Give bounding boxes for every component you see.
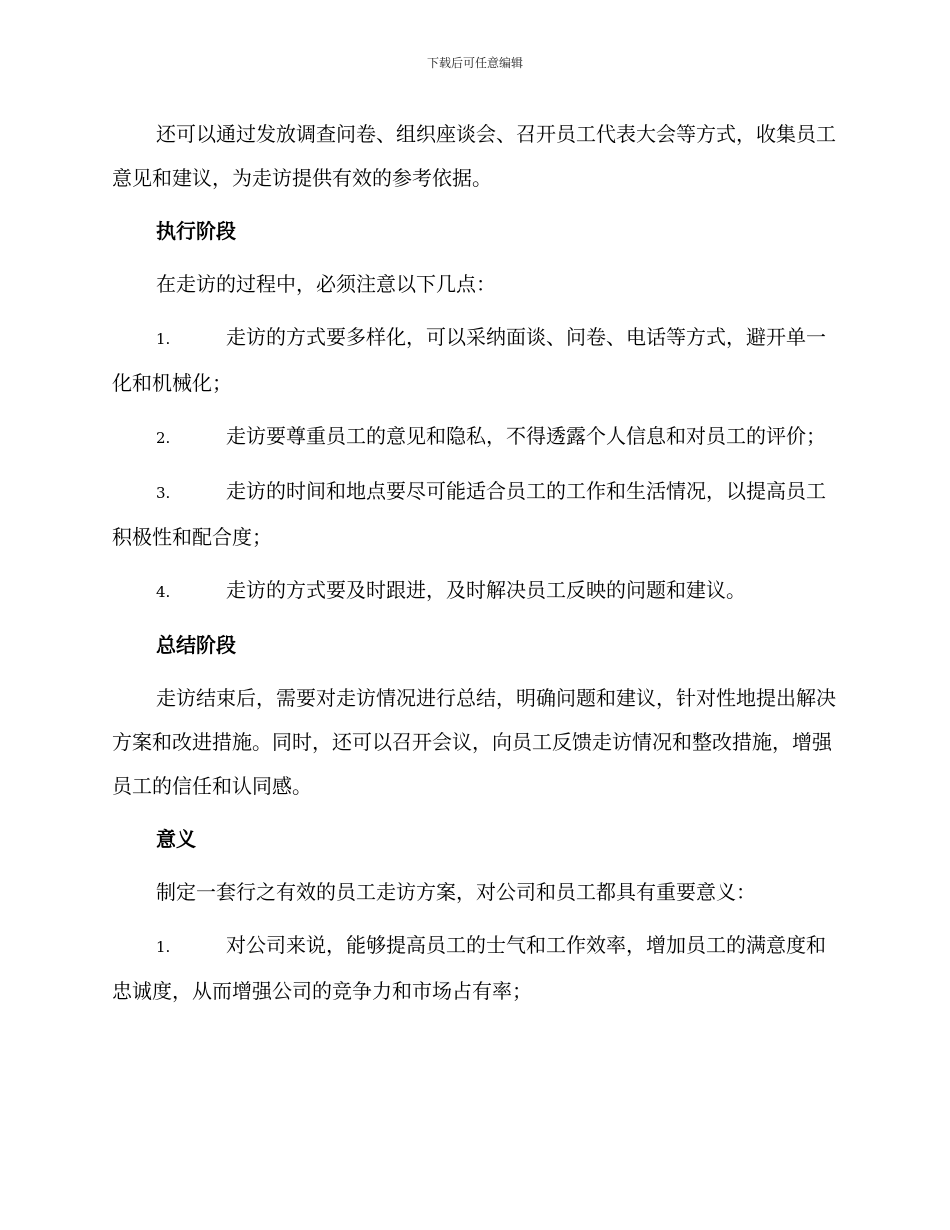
list-item: [112, 568, 838, 614]
list-item-number: 1.: [156, 330, 171, 348]
list-item-text: 走访的方式要多样化，可以采纳面谈、问卷、电话等方式，避开单一化和机械化；: [112, 325, 826, 395]
list-item-number: 3.: [156, 484, 171, 502]
paragraph-meaning-intro: 制定一套行之有效的员工走访方案，对公司和员工都具有重要意义：: [156, 880, 756, 904]
list-item-number: 1.: [156, 938, 171, 956]
list-item: [112, 923, 838, 1013]
paragraph-execute-intro: 在走访的过程中，必须注意以下几点：: [156, 272, 496, 296]
paragraph-survey: 还可以通过发放调查问卷、组织座谈会、召开员工代表大会等方式，收集员工意见和建议，为走访提供有效的参考依据。: [112, 122, 836, 190]
paragraph-summary: 走访结束后，需要对走访情况进行总结，明确问题和建议，针对性地提出解决方案和改进措施。同时，还可以召开会议，向员工反馈走访情况和整改措施，增强员工的信任和认同感。: [112, 686, 836, 798]
list-item: [112, 414, 838, 460]
list-item: [112, 315, 838, 405]
list-item-number: 2.: [156, 429, 171, 447]
heading-execute-phase: 执行阶段: [156, 219, 236, 243]
heading-summary-phase: 总结阶段: [156, 633, 236, 657]
document-body: [112, 112, 838, 1022]
heading-meaning: 意义: [156, 827, 196, 851]
list-item: [112, 469, 838, 559]
list-item-text: 走访的时间和地点要尽可能适合员工的工作和生活情况，以提高员工积极性和配合度；: [112, 479, 826, 549]
list-item-number: 4.: [156, 583, 171, 601]
page-header: 下载后可任意编辑: [426, 56, 523, 70]
list-item-text: 对公司来说，能够提高员工的士气和工作效率，增加员工的满意度和忠诚度，从而增强公司的竞争力和市场占有率；: [112, 933, 826, 1003]
list-item-text: 走访要尊重员工的意见和隐私，不得透露个人信息和对员工的评价；: [226, 424, 826, 448]
list-item-text: 走访的方式要及时跟进，及时解决员工反映的问题和建议。: [226, 578, 746, 602]
